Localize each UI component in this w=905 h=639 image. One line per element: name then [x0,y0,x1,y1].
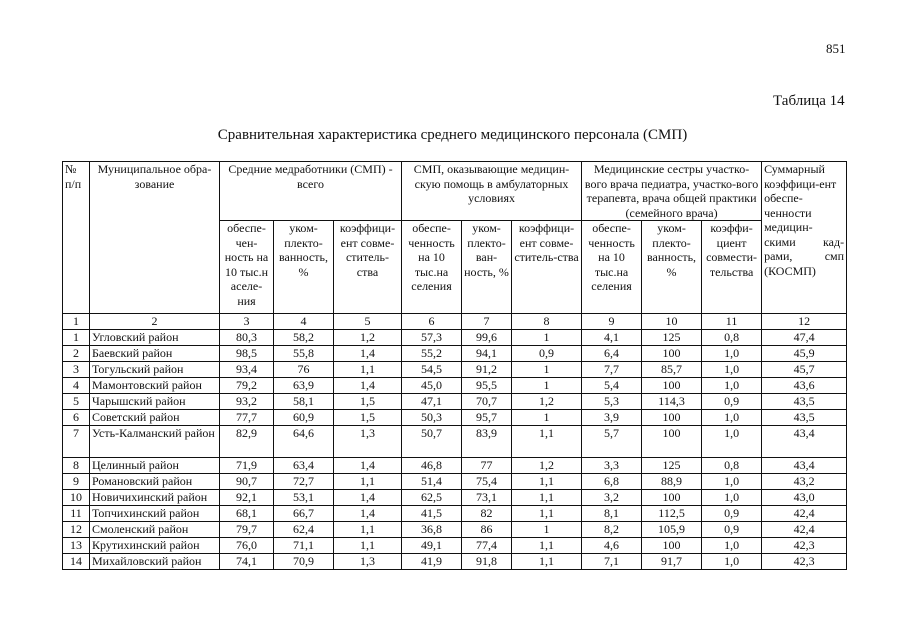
outpatient-provision-cell: 45,0 [402,377,462,393]
header-group-all-staff: Средние медработники (СМП) - всего [220,162,402,221]
outpatient-provision-cell: 50,7 [402,425,462,457]
outpatient-staffing-cell: 73,1 [462,489,512,505]
all-staff-staffing-cell: 66,7 [274,505,334,521]
row-number-cell: 8 [63,457,90,473]
all-staff-coefficient-cell: 1,4 [334,489,402,505]
all-staff-staffing-cell: 58,1 [274,393,334,409]
district-nurse-provision-cell: 4,1 [582,329,642,345]
all-staff-provision-cell: 93,2 [220,393,274,409]
district-nurse-coefficient-cell: 1,0 [702,473,762,489]
all-staff-staffing-cell: 62,4 [274,521,334,537]
row-number-cell: 12 [63,521,90,537]
outpatient-coefficient-cell: 0,9 [512,345,582,361]
district-nurse-staffing-cell: 125 [642,457,702,473]
district-nurse-staffing-cell: 88,9 [642,473,702,489]
all-staff-provision-cell: 68,1 [220,505,274,521]
row-number-cell: 9 [63,473,90,489]
column-index: 6 [402,314,462,330]
district-nurse-provision-cell: 6,4 [582,345,642,361]
total-coefficient-cell: 43,0 [762,489,847,505]
column-index: 9 [582,314,642,330]
outpatient-provision-cell: 54,5 [402,361,462,377]
district-nurse-coefficient-cell: 1,0 [702,361,762,377]
row-number-cell: 6 [63,409,90,425]
all-staff-staffing-cell: 58,2 [274,329,334,345]
header-group-district-nurses: Медицинские сестры участко-вого врача педиатра, участко-вого терапевта, врача общей практики (семейного врача) [582,162,762,221]
outpatient-staffing-cell: 91,2 [462,361,512,377]
header-sub-col-7: уком-плекто-ван-ность, % [462,221,512,314]
all-staff-provision-cell: 71,9 [220,457,274,473]
all-staff-staffing-cell: 70,9 [274,553,334,569]
all-staff-coefficient-cell: 1,3 [334,425,402,457]
district-nurse-staffing-cell: 105,9 [642,521,702,537]
header-sub-col-11: коэффи-циент совмести-тельства [702,221,762,314]
total-coefficient-cell: 47,4 [762,329,847,345]
row-number-cell: 14 [63,553,90,569]
row-number-cell: 7 [63,425,90,457]
column-index: 4 [274,314,334,330]
all-staff-provision-cell: 92,1 [220,489,274,505]
total-coefficient-cell: 42,4 [762,521,847,537]
outpatient-staffing-cell: 83,9 [462,425,512,457]
table-row [63,521,847,537]
table-row [63,489,847,505]
outpatient-staffing-cell: 95,5 [462,377,512,393]
column-index: 2 [90,314,220,330]
outpatient-staffing-cell: 82 [462,505,512,521]
district-nurse-provision-cell: 5,3 [582,393,642,409]
table-body [63,314,847,570]
column-index-row [63,314,847,330]
all-staff-coefficient-cell: 1,1 [334,537,402,553]
column-index: 11 [702,314,762,330]
district-nurse-staffing-cell: 112,5 [642,505,702,521]
district-nurse-coefficient-cell: 1,0 [702,537,762,553]
outpatient-staffing-cell: 86 [462,521,512,537]
all-staff-coefficient-cell: 1,1 [334,521,402,537]
municipality-name-cell: Крутихинский район [90,537,220,553]
municipality-name-cell: Романовский район [90,473,220,489]
total-coefficient-cell: 43,2 [762,473,847,489]
header-sub-col-10: уком-плекто-ванность, % [642,221,702,314]
district-nurse-provision-cell: 8,2 [582,521,642,537]
row-number-cell: 1 [63,329,90,345]
all-staff-coefficient-cell: 1,4 [334,457,402,473]
outpatient-coefficient-cell: 1,1 [512,425,582,457]
district-nurse-coefficient-cell: 0,8 [702,329,762,345]
row-number-cell: 10 [63,489,90,505]
all-staff-provision-cell: 82,9 [220,425,274,457]
column-index: 8 [512,314,582,330]
total-coefficient-cell: 42,3 [762,537,847,553]
all-staff-staffing-cell: 60,9 [274,409,334,425]
district-nurse-coefficient-cell: 1,0 [702,345,762,361]
row-number-cell: 3 [63,361,90,377]
outpatient-staffing-cell: 91,8 [462,553,512,569]
district-nurse-provision-cell: 5,4 [582,377,642,393]
column-index: 5 [334,314,402,330]
district-nurse-provision-cell: 3,9 [582,409,642,425]
all-staff-staffing-cell: 71,1 [274,537,334,553]
table-row [63,409,847,425]
total-coefficient-cell: 43,5 [762,409,847,425]
comparison-table [62,161,847,570]
district-nurse-staffing-cell: 100 [642,425,702,457]
municipality-name-cell: Михайловский район [90,553,220,569]
municipality-name-cell: Чарышский район [90,393,220,409]
municipality-name-cell: Усть-Калманский район [90,425,220,457]
all-staff-provision-cell: 98,5 [220,345,274,361]
all-staff-provision-cell: 76,0 [220,537,274,553]
district-nurse-coefficient-cell: 1,0 [702,377,762,393]
outpatient-provision-cell: 55,2 [402,345,462,361]
header-municipality: Муниципальное обра-зование [90,162,220,314]
table-row [63,457,847,473]
outpatient-coefficient-cell: 1,2 [512,457,582,473]
outpatient-provision-cell: 49,1 [402,537,462,553]
outpatient-provision-cell: 41,9 [402,553,462,569]
district-nurse-coefficient-cell: 1,0 [702,409,762,425]
district-nurse-staffing-cell: 125 [642,329,702,345]
district-nurse-staffing-cell: 114,3 [642,393,702,409]
all-staff-coefficient-cell: 1,5 [334,409,402,425]
municipality-name-cell: Советский район [90,409,220,425]
all-staff-provision-cell: 93,4 [220,361,274,377]
row-number-cell: 2 [63,345,90,361]
total-coefficient-cell: 42,3 [762,553,847,569]
all-staff-staffing-cell: 55,8 [274,345,334,361]
all-staff-provision-cell: 80,3 [220,329,274,345]
total-coefficient-cell: 42,4 [762,505,847,521]
all-staff-staffing-cell: 72,7 [274,473,334,489]
outpatient-coefficient-cell: 1 [512,329,582,345]
district-nurse-coefficient-cell: 1,0 [702,425,762,457]
all-staff-provision-cell: 79,2 [220,377,274,393]
district-nurse-staffing-cell: 100 [642,489,702,505]
outpatient-coefficient-cell: 1 [512,521,582,537]
outpatient-provision-cell: 57,3 [402,329,462,345]
all-staff-provision-cell: 79,7 [220,521,274,537]
district-nurse-coefficient-cell: 0,9 [702,521,762,537]
outpatient-coefficient-cell: 1,1 [512,489,582,505]
all-staff-staffing-cell: 53,1 [274,489,334,505]
header-sub-col-3: обеспе-чен-ность на 10 тыс.н аселе-ния [220,221,274,314]
outpatient-coefficient-cell: 1,1 [512,505,582,521]
table-row [63,329,847,345]
table-row [63,377,847,393]
all-staff-provision-cell: 77,7 [220,409,274,425]
municipality-name-cell: Топчихинский район [90,505,220,521]
municipality-name-cell: Смоленский район [90,521,220,537]
district-nurse-provision-cell: 7,1 [582,553,642,569]
total-coefficient-cell: 43,4 [762,425,847,457]
table-row [63,393,847,409]
municipality-name-cell: Мамонтовский район [90,377,220,393]
outpatient-staffing-cell: 95,7 [462,409,512,425]
district-nurse-coefficient-cell: 0,8 [702,457,762,473]
header-sub-col-8: коэффици-ент совме-ститель-ства [512,221,582,314]
all-staff-provision-cell: 90,7 [220,473,274,489]
column-index: 10 [642,314,702,330]
district-nurse-staffing-cell: 100 [642,409,702,425]
row-number-cell: 5 [63,393,90,409]
district-nurse-coefficient-cell: 0,9 [702,393,762,409]
outpatient-provision-cell: 50,3 [402,409,462,425]
total-coefficient-cell: 43,4 [762,457,847,473]
district-nurse-coefficient-cell: 1,0 [702,489,762,505]
outpatient-staffing-cell: 70,7 [462,393,512,409]
outpatient-coefficient-cell: 1,1 [512,553,582,569]
district-nurse-staffing-cell: 100 [642,377,702,393]
table-row [63,345,847,361]
municipality-name-cell: Баевский район [90,345,220,361]
total-coefficient-cell: 45,9 [762,345,847,361]
header-sub-col-4: уком-плекто-ванность, % [274,221,334,314]
district-nurse-provision-cell: 3,2 [582,489,642,505]
district-nurse-coefficient-cell: 1,0 [702,553,762,569]
district-nurse-staffing-cell: 100 [642,537,702,553]
outpatient-coefficient-cell: 1 [512,409,582,425]
district-nurse-provision-cell: 7,7 [582,361,642,377]
document-title: Сравнительная характеристика среднего медицинского персонала (СМП) [217,127,688,143]
outpatient-staffing-cell: 77,4 [462,537,512,553]
table-row [63,425,847,457]
all-staff-staffing-cell: 64,6 [274,425,334,457]
all-staff-coefficient-cell: 1,3 [334,553,402,569]
outpatient-coefficient-cell: 1,1 [512,537,582,553]
outpatient-coefficient-cell: 1,2 [512,393,582,409]
column-index: 3 [220,314,274,330]
outpatient-coefficient-cell: 1 [512,377,582,393]
all-staff-coefficient-cell: 1,4 [334,505,402,521]
all-staff-provision-cell: 74,1 [220,553,274,569]
header-group-outpatient: СМП, оказывающие медицин-скую помощь в амбулаторных условиях [402,162,582,221]
outpatient-provision-cell: 41,5 [402,505,462,521]
all-staff-staffing-cell: 63,9 [274,377,334,393]
outpatient-staffing-cell: 99,6 [462,329,512,345]
table-row [63,537,847,553]
header-number: № п/п [63,162,90,314]
district-nurse-provision-cell: 8,1 [582,505,642,521]
total-coefficient-cell: 43,6 [762,377,847,393]
outpatient-provision-cell: 36,8 [402,521,462,537]
district-nurse-provision-cell: 6,8 [582,473,642,489]
outpatient-provision-cell: 62,5 [402,489,462,505]
total-coefficient-cell: 43,5 [762,393,847,409]
total-coefficient-cell: 45,7 [762,361,847,377]
outpatient-coefficient-cell: 1,1 [512,473,582,489]
all-staff-staffing-cell: 63,4 [274,457,334,473]
row-number-cell: 13 [63,537,90,553]
header-sub-col-6: обеспе-ченность на 10 тыс.на селения [402,221,462,314]
page-number: 851 [826,41,846,56]
municipality-name-cell: Новичихинский район [90,489,220,505]
row-number-cell: 4 [63,377,90,393]
table-row [63,505,847,521]
municipality-name-cell: Тогульский район [90,361,220,377]
outpatient-staffing-cell: 77 [462,457,512,473]
outpatient-staffing-cell: 75,4 [462,473,512,489]
all-staff-coefficient-cell: 1,1 [334,361,402,377]
column-index: 7 [462,314,512,330]
district-nurse-provision-cell: 3,3 [582,457,642,473]
district-nurse-provision-cell: 4,6 [582,537,642,553]
district-nurse-coefficient-cell: 0,9 [702,505,762,521]
table-row [63,553,847,569]
outpatient-provision-cell: 47,1 [402,393,462,409]
table-row [63,473,847,489]
table-row [63,361,847,377]
outpatient-coefficient-cell: 1 [512,361,582,377]
table-label: Таблица 14 [773,93,845,109]
column-index: 1 [63,314,90,330]
municipality-name-cell: Целинный район [90,457,220,473]
all-staff-coefficient-cell: 1,4 [334,345,402,361]
all-staff-staffing-cell: 76 [274,361,334,377]
district-nurse-staffing-cell: 85,7 [642,361,702,377]
district-nurse-provision-cell: 5,7 [582,425,642,457]
header-total-coefficient: Суммарный коэффици-ент обеспе-ченности медицин-скими кад-рами, смп (КОСМП) [762,162,847,314]
district-nurse-staffing-cell: 100 [642,345,702,361]
outpatient-provision-cell: 51,4 [402,473,462,489]
outpatient-staffing-cell: 94,1 [462,345,512,361]
header-sub-col-5: коэффици-ент совме-ститель-ства [334,221,402,314]
column-index: 12 [762,314,847,330]
all-staff-coefficient-cell: 1,2 [334,329,402,345]
outpatient-provision-cell: 46,8 [402,457,462,473]
all-staff-coefficient-cell: 1,5 [334,393,402,409]
all-staff-coefficient-cell: 1,4 [334,377,402,393]
municipality-name-cell: Угловский район [90,329,220,345]
row-number-cell: 11 [63,505,90,521]
all-staff-coefficient-cell: 1,1 [334,473,402,489]
header-sub-col-9: обеспе-ченность на 10 тыс.на селения [582,221,642,314]
district-nurse-staffing-cell: 91,7 [642,553,702,569]
